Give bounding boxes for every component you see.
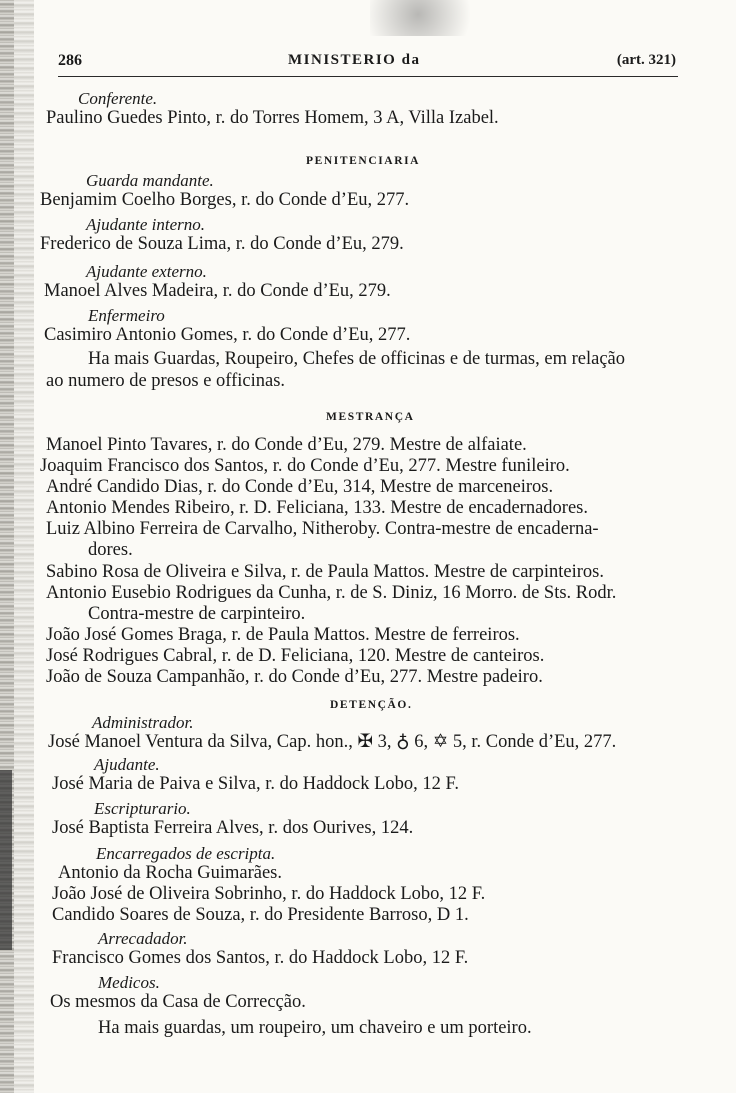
entry-line: Antonio Eusebio Rodrigues da Cunha, r. de S. Diniz, 16 Morro. de Sts. Rodr. <box>46 583 617 603</box>
role-title: Conferente. <box>78 89 158 108</box>
entry-line: Candido Soares de Souza, r. do Presidente Barroso, D 1. <box>52 905 469 925</box>
entry-line: Antonio da Rocha Guimarães. <box>58 863 282 883</box>
article-reference: (art. 321) <box>616 52 676 68</box>
role-title: Ajudante externo. <box>86 262 207 281</box>
entry-line: Sabino Rosa de Oliveira e Silva, r. de Paula Mattos. Mestre de carpinteiros. <box>46 562 604 582</box>
entry-line: Antonio Mendes Ribeiro, r. D. Feliciana, 133. Mestre de encadernadores. <box>46 498 589 518</box>
note-line: ao numero de presos e officinas. <box>46 371 286 391</box>
role-title: Escripturario. <box>94 799 191 818</box>
entry-line: Francisco Gomes dos Santos, r. do Haddock Lobo, 12 F. <box>52 948 469 968</box>
entry-line: João José de Oliveira Sobrinho, r. do Haddock Lobo, 12 F. <box>52 884 486 904</box>
section-heading: PENITENCIARIA <box>306 155 421 167</box>
entry-line: João de Souza Campanhão, r. do Conde d’Eu, 277. Mestre padeiro. <box>46 667 543 687</box>
note-line: Ha mais Guardas, Roupeiro, Chefes de officinas e de turmas, em relação <box>88 349 625 369</box>
entry-line: José Maria de Paiva e Silva, r. do Haddock Lobo, 12 F. <box>52 774 459 794</box>
page-number: 286 <box>58 52 82 69</box>
entry-line: Contra-mestre de carpinteiro. <box>88 604 306 624</box>
entry-line: Os mesmos da Casa de Correcção. <box>50 992 306 1012</box>
role-title: Encarregados de escripta. <box>96 844 276 863</box>
role-title: Ajudante interno. <box>86 215 205 234</box>
entry-line: Joaquim Francisco dos Santos, r. do Conde d’Eu, 277. Mestre funileiro. <box>40 456 570 476</box>
role-title: Guarda mandante. <box>86 171 214 190</box>
role-title: Arrecadador. <box>98 929 188 948</box>
role-title: Ajudante. <box>94 755 160 774</box>
entry-line: José Baptista Ferreira Alves, r. dos Ourives, 124. <box>52 818 414 838</box>
role-title: Administrador. <box>92 713 194 732</box>
role-title: Enfermeiro <box>88 306 165 325</box>
entry-line: Benjamim Coelho Borges, r. do Conde d’Eu, 277. <box>40 190 410 210</box>
entry-line: Manoel Pinto Tavares, r. do Conde d’Eu, 279. Mestre de alfaiate. <box>46 435 527 455</box>
role-title: Medicos. <box>98 973 160 992</box>
entry-line: Paulino Guedes Pinto, r. do Torres Homem, 3 A, Villa Izabel. <box>46 108 499 128</box>
note-line: Ha mais guardas, um roupeiro, um chaveiro e um porteiro. <box>98 1018 532 1038</box>
entry-line: André Candido Dias, r. do Conde d’Eu, 314, Mestre de marceneiros. <box>46 477 554 497</box>
entry-line: Manoel Alves Madeira, r. do Conde d’Eu, 279. <box>44 281 391 301</box>
section-heading: DETENÇÃO. <box>330 699 413 711</box>
entry-line: Luiz Albino Ferreira de Carvalho, Nitheroby. Contra-mestre de encaderna- <box>46 519 599 539</box>
section-heading: MESTRANÇA <box>326 411 415 423</box>
entry-line: José Rodrigues Cabral, r. de D. Feliciana, 120. Mestre de canteiros. <box>46 646 545 666</box>
page-header <box>58 50 678 77</box>
entry-line: Casimiro Antonio Gomes, r. do Conde d’Eu, 277. <box>44 325 411 345</box>
running-title: MINISTERIO da <box>288 52 421 68</box>
entry-line: dores. <box>88 540 133 560</box>
entry-line: João José Gomes Braga, r. de Paula Mattos. Mestre de ferreiros. <box>46 625 520 645</box>
entry-line: José Manoel Ventura da Silva, Cap. hon., ✠ 3, ♁ 6, ✡ 5, r. Conde d’Eu, 277. <box>48 732 617 752</box>
entry-line: Frederico de Souza Lima, r. do Conde d’Eu, 279. <box>40 234 404 254</box>
